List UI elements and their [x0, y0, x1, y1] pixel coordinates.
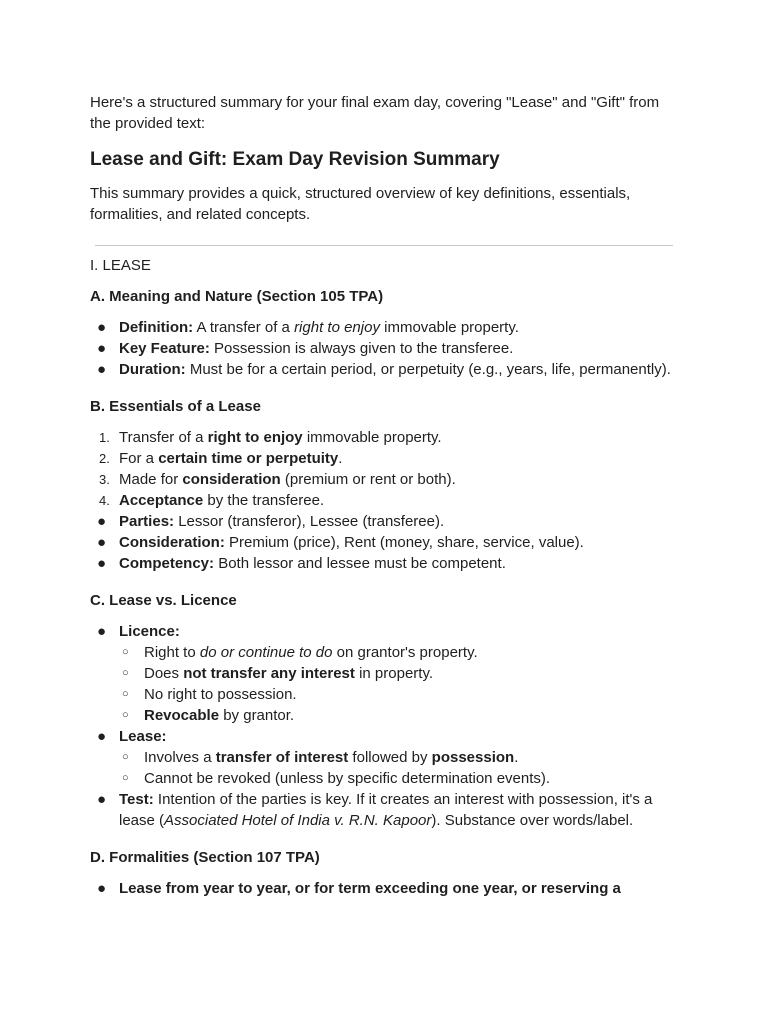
document-title: Lease and Gift: Exam Day Revision Summary — [90, 149, 500, 170]
circle-bullet-icon: ○ — [122, 751, 129, 763]
intro-text: Here's a structured summary for your final exam day, covering "Lease" and "Gift" from the provided text: — [90, 94, 660, 132]
list-item — [90, 621, 678, 726]
item-label: Consideration: — [119, 534, 225, 551]
bullet-icon: ● — [97, 534, 107, 551]
item-label: Lease: — [119, 728, 167, 745]
lease-vs-licence-list — [90, 621, 678, 831]
item-label: Definition: — [119, 319, 194, 336]
bullet-icon: ● — [97, 340, 107, 357]
list-item: 1. Transfer of a right to enjoy immovable property. — [99, 429, 442, 446]
sub-list — [119, 747, 678, 789]
bullet-icon: ● — [97, 319, 107, 336]
circle-bullet-icon: ○ — [122, 667, 129, 679]
circle-bullet-icon: ○ — [122, 688, 129, 700]
summary-description: This summary provides a quick, structured overview of key definitions, essentials, formalities, and related concepts. — [90, 185, 631, 223]
section-heading-lease-vs-licence: C. Lease vs. Licence — [90, 592, 237, 609]
circle-bullet-icon: ○ — [122, 709, 129, 721]
bullet-icon: ● — [97, 728, 107, 745]
circle-bullet-icon: ○ — [122, 646, 129, 658]
list-item: 3. Made for consideration (premium or rent or both). — [99, 471, 456, 488]
part-heading-lease: I. LEASE — [90, 257, 151, 274]
list-item: ● Competency: Both lessor and lessee must be competent. — [97, 555, 506, 572]
sub-list — [119, 642, 678, 726]
item-label: Parties: — [119, 513, 175, 530]
list-item: 4. Acceptance by the transferee. — [99, 492, 325, 509]
list-number: 1. — [99, 430, 110, 445]
sub-list-item: ○ Revocable by grantor. — [122, 707, 295, 724]
bullet-icon: ● — [97, 880, 107, 897]
item-label: Test: — [119, 791, 154, 808]
bullet-icon: ● — [97, 513, 107, 530]
list-item — [90, 726, 678, 789]
list-item: ● Parties: Lessor (transferor), Lessee (transferee). — [97, 513, 445, 530]
sub-list-item: ○ No right to possession. — [122, 686, 297, 703]
formalities-list — [90, 878, 678, 899]
section-heading-meaning: A. Meaning and Nature (Section 105 TPA) — [90, 288, 384, 305]
list-number: 3. — [99, 472, 110, 487]
list-item: ● Test: Intention of the parties is key. If it creates an interest with possession, it's a lease (Associated Hotel of India v. R.N. Kapoor). Substance over words/label. — [97, 791, 653, 829]
list-item: 2. For a certain time or perpetuity. — [99, 450, 343, 467]
bullet-icon: ● — [97, 555, 107, 572]
bullet-icon: ● — [97, 791, 107, 808]
section-heading-formalities: D. Formalities (Section 107 TPA) — [90, 849, 320, 866]
item-label: Competency: — [119, 555, 215, 572]
essentials-list — [90, 427, 678, 574]
sub-list-item: ○ Right to do or continue to do on grantor's property. — [122, 644, 478, 661]
bullet-icon: ● — [97, 623, 107, 640]
list-item: ● Consideration: Premium (price), Rent (money, share, service, value). — [97, 534, 584, 551]
circle-bullet-icon: ○ — [122, 772, 129, 784]
list-number: 2. — [99, 451, 110, 466]
item-label: Licence: — [119, 623, 180, 640]
section-heading-essentials: B. Essentials of a Lease — [90, 398, 261, 415]
item-label: Duration: — [119, 361, 186, 378]
list-item: ● Duration: Must be for a certain period, or perpetuity (e.g., years, life, permanently). — [97, 361, 671, 378]
sub-list-item: ○ Involves a transfer of interest followed by possession. — [122, 749, 519, 766]
list-item: ● Lease from year to year, or for term exceeding one year, or reserving a — [97, 880, 621, 897]
sub-list-item: ○ Cannot be revoked (unless by specific determination events). — [122, 770, 551, 787]
item-label: Key Feature: — [119, 340, 210, 357]
meaning-list — [90, 317, 678, 380]
list-item: ● Definition: A transfer of a right to enjoy immovable property. — [97, 319, 519, 336]
list-item: ● Key Feature: Possession is always given to the transferee. — [97, 340, 514, 357]
divider — [95, 245, 673, 246]
list-number: 4. — [99, 493, 110, 508]
sub-list-item: ○ Does not transfer any interest in property. — [122, 665, 433, 682]
bullet-icon: ● — [97, 361, 107, 378]
